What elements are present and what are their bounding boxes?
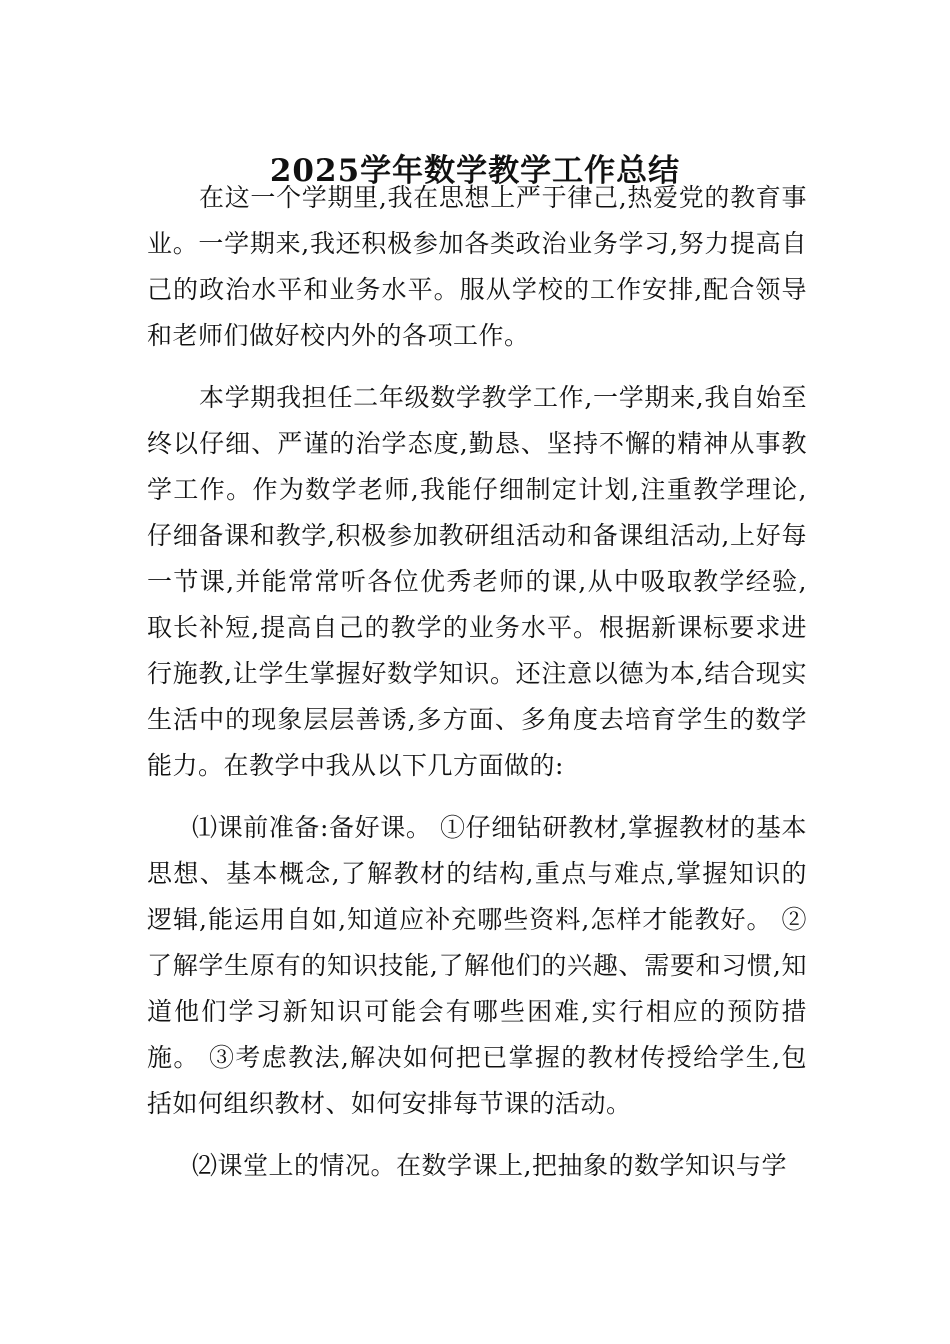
document-title: 2025学年数学教学工作总结 — [269, 152, 681, 189]
paragraph-teaching-work: 本学期我担任二年级数学教学工作,一学期来,我自始至终以仔细、严谨的治学态度,勤恳、坚持不懈的精神从事教学工作。作为数学老师,我能仔细制定计划,注重教学理论,仔细备课和教学,积极参加教研组活动和备课组活动,上好每一节课,并能常常听各位优秀老师的课,从中吸取教学经验,取长补短,提高自己的教学的业务水平。根据新课标要求进行施教,让学生掌握好数学知识。还注意以德为本,结合现实生活中的现象层层善诱,多方面、多角度去培育学生的数学能力。在教学中我从以下几方面做的: — [147, 383, 807, 780]
paragraph-classroom: ⑵课堂上的情况。在数学课上,把抽象的数学知识与学 — [192, 1151, 787, 1180]
paragraph-intro: 在这一个学期里,我在思想上严于律己,热爱党的教育事业。一学期来,我还积极参加各类政治业务学习,努力提高自己的政治水平和业务水平。服从学校的工作安排,配合领导和老师们做好校内外的各项工作。 — [147, 183, 807, 350]
document-body — [147, 175, 807, 1205]
paragraph-lesson-preparation: ⑴课前准备:备好课。 ①仔细钻研教材,掌握教材的基本思想、基本概念,了解教材的结构,重点与难点,掌握知识的逻辑,能运用自如,知道应补充哪些资料,怎样才能教好。 ②了解学生原有的知识技能,了解他们的兴趣、需要和习惯,知道他们学习新知识可能会有哪些困难,实行相应的预防措施。 ③考虑教法,解决如何把已掌握的教材传授给学生,包括如何组织教材、如何安排每节课的活动。 — [147, 813, 807, 1118]
